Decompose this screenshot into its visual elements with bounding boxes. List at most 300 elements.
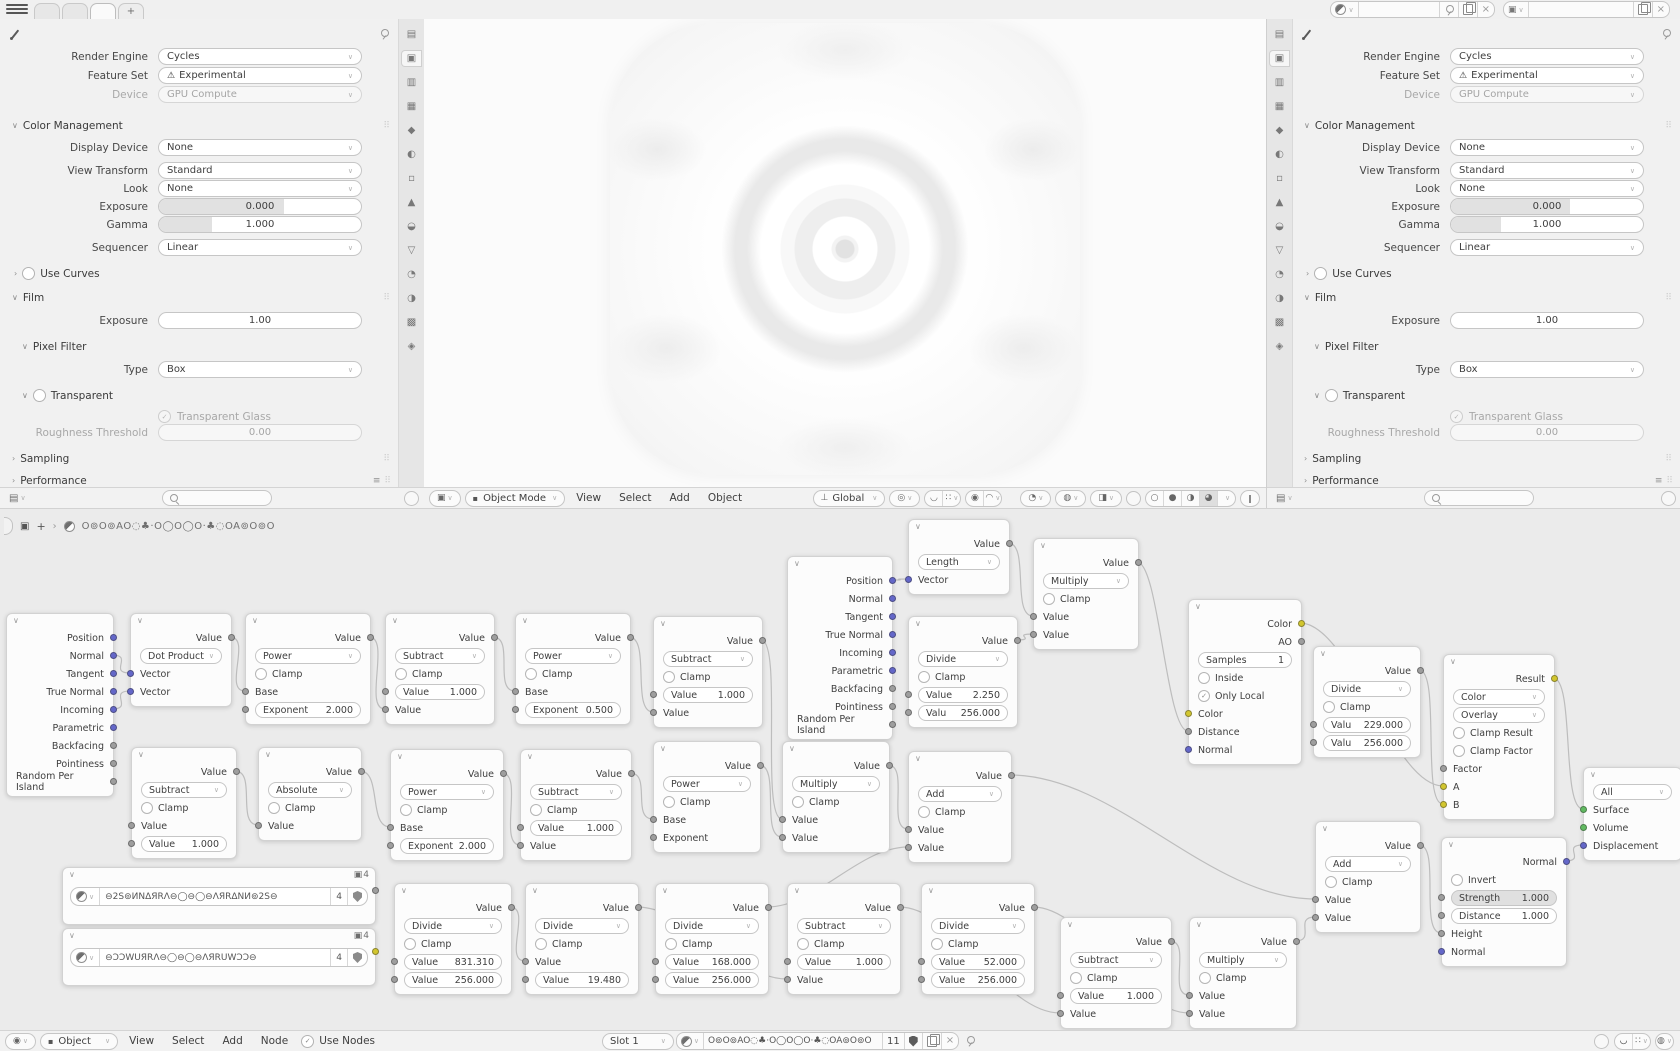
operation-dropdown[interactable]: Add ∨	[1325, 856, 1411, 872]
operation-dropdown[interactable]: Subtract ∨	[395, 648, 485, 664]
menu-view[interactable]: View	[129, 1035, 155, 1047]
image-datablock[interactable]	[70, 887, 368, 906]
properties-tab-icon-2[interactable]: ▥	[1274, 77, 1285, 88]
properties-tab-icon-8[interactable]: ◒	[407, 221, 416, 232]
checkbox-clamp[interactable]	[1043, 593, 1055, 605]
operation-dropdown[interactable]: Divide ∨	[931, 918, 1025, 934]
input-socket[interactable]	[779, 816, 786, 823]
workspace-tab[interactable]	[90, 3, 116, 19]
value-field[interactable]: Strength 1.000	[1451, 890, 1557, 906]
output-socket[interactable]	[1298, 620, 1305, 627]
input-socket[interactable]	[242, 688, 249, 695]
collapse-icon[interactable]: ∨	[138, 750, 144, 759]
snap-group[interactable]	[924, 490, 961, 507]
node-math-divide-19[interactable]	[525, 883, 639, 995]
shading-mode-3[interactable]: ◕	[1200, 491, 1218, 506]
shading-options-icon[interactable]: ∨	[1224, 494, 1231, 502]
input-socket[interactable]	[522, 976, 529, 983]
presets-icon[interactable]: ≡	[1654, 475, 1663, 486]
menu-node[interactable]: Node	[260, 1035, 289, 1047]
checkbox-clamp[interactable]	[663, 796, 675, 808]
input-socket[interactable]	[1438, 894, 1445, 901]
properties-tab-icon-7[interactable]: ▲	[407, 197, 416, 208]
viewlayer-selector[interactable]	[1503, 1, 1670, 18]
output-socket[interactable]	[110, 670, 117, 677]
properties-tab-icon-4[interactable]: ◆	[1275, 125, 1284, 136]
operation-dropdown[interactable]: Multiply ∨	[1199, 952, 1287, 968]
checkbox[interactable]	[1314, 267, 1327, 280]
shading-mode-group[interactable]	[1145, 490, 1236, 507]
menu-select[interactable]: Select	[172, 1035, 205, 1047]
fake-user-shield-icon[interactable]	[905, 1033, 923, 1049]
input-socket[interactable]	[391, 976, 398, 983]
node-geometry-2[interactable]	[787, 556, 893, 740]
close-icon[interactable]: ×	[1481, 3, 1490, 15]
user-count[interactable]: 11	[883, 1033, 905, 1049]
panel-header[interactable]: Sampling	[1312, 452, 1362, 465]
image-browse-icon[interactable]: ∨	[71, 949, 100, 966]
node-math-multiply-1[interactable]	[782, 741, 890, 853]
shader-node-editor[interactable]	[0, 508, 1680, 1031]
slider-exposure[interactable]: 0.000	[158, 198, 362, 215]
collapse-icon[interactable]: ∨	[265, 750, 271, 759]
checkbox-clamp[interactable]	[1070, 972, 1082, 984]
output-socket[interactable]	[897, 904, 904, 911]
properties-tab-icon-9[interactable]: ▽	[407, 245, 416, 256]
slider-roughness-threshold[interactable]: 0.00	[158, 424, 362, 441]
magnet-icon[interactable]: ◡	[925, 491, 943, 506]
input-socket[interactable]	[652, 976, 659, 983]
editor-type-icon[interactable]: ▤ ∨	[9, 492, 26, 504]
collapse-icon[interactable]: ∨	[397, 752, 403, 761]
operation-dropdown[interactable]: Dot Product ∨	[140, 648, 222, 664]
subsection-header[interactable]: Pixel Filter	[1324, 340, 1379, 353]
input-socket[interactable]	[1186, 1010, 1193, 1017]
pin-icon[interactable]	[379, 28, 389, 40]
input-socket[interactable]	[1580, 824, 1587, 831]
pause-button[interactable]: ‖	[1240, 490, 1260, 507]
properties-tab-icon-5[interactable]: ◐	[1275, 149, 1284, 160]
properties-tab-icon-12[interactable]: ▩	[1274, 317, 1285, 328]
value-field[interactable]: Valu 256.000	[918, 705, 1008, 721]
operation-dropdown[interactable]: Subtract ∨	[663, 651, 753, 667]
slider-gamma[interactable]: 1.000	[158, 216, 362, 233]
checkbox-clamp[interactable]	[1199, 972, 1211, 984]
material-name[interactable]: O⊚O⊚AO◌♣·O◯O◯O·♣◌OA⊚O⊚O	[704, 1033, 883, 1049]
collapse-icon[interactable]: ∨	[1067, 920, 1073, 929]
input-socket[interactable]	[1185, 710, 1192, 717]
material-datablock[interactable]	[676, 1032, 959, 1050]
dropdown-render-engine[interactable]: Cycles ∨	[158, 48, 362, 65]
input-socket[interactable]	[1030, 613, 1037, 620]
node-vector-math-length[interactable]	[908, 519, 1010, 595]
input-socket[interactable]	[128, 822, 135, 829]
properties-tab-icon-13[interactable]: ◈	[1275, 341, 1284, 352]
proportional-edit-group[interactable]	[965, 490, 1002, 507]
properties-tab-icon-4[interactable]: ◆	[407, 125, 416, 136]
node-math-divide-168[interactable]	[655, 883, 769, 995]
output-socket[interactable]	[500, 770, 507, 777]
node-math-divide-831[interactable]	[394, 883, 512, 995]
input-socket[interactable]	[1580, 806, 1587, 813]
value-field[interactable]: Samples 1	[1198, 652, 1292, 668]
input-socket[interactable]	[391, 958, 398, 965]
properties-tab-icon-11[interactable]: ◑	[407, 293, 416, 304]
collapse-icon[interactable]: ∨	[522, 616, 528, 625]
node-math-absolute[interactable]	[258, 747, 362, 841]
input-socket[interactable]	[779, 834, 786, 841]
copy-icon[interactable]	[1634, 2, 1653, 17]
node-math-subtract-2[interactable]	[385, 613, 495, 725]
checkbox-clamp-factor[interactable]	[1453, 745, 1465, 757]
orientation-dropdown[interactable]: ⊥ Global ∨	[813, 490, 886, 507]
dropdown-render-engine[interactable]: Cycles ∨	[1450, 48, 1644, 65]
operation-dropdown[interactable]: Length ∨	[918, 554, 1000, 570]
search-input[interactable]	[1424, 490, 1534, 506]
input-socket[interactable]	[650, 816, 657, 823]
overlays-icon[interactable]: ◍ ∨	[1657, 1036, 1672, 1046]
panel-header[interactable]: Performance	[1312, 474, 1379, 487]
operation-dropdown[interactable]: Overlay ∨	[1453, 707, 1545, 723]
output-socket[interactable]	[889, 595, 896, 602]
collapse-icon[interactable]: ∨	[532, 886, 538, 895]
input-socket[interactable]	[1310, 739, 1317, 746]
node-math-multiply-3[interactable]	[1189, 917, 1297, 1029]
checkbox-clamp[interactable]	[268, 802, 280, 814]
pin-icon[interactable]	[965, 1035, 975, 1047]
value-field[interactable]: Value 2.250	[918, 687, 1008, 703]
value-field[interactable]: Valu 229.000	[1323, 717, 1411, 733]
input-socket[interactable]	[1030, 631, 1037, 638]
output-socket[interactable]	[889, 649, 896, 656]
value-field[interactable]: Value 256.000	[404, 972, 502, 988]
output-socket[interactable]	[889, 631, 896, 638]
output-socket[interactable]	[889, 721, 896, 728]
user-count[interactable]: 4	[331, 888, 348, 905]
input-socket[interactable]	[517, 824, 524, 831]
output-socket[interactable]	[765, 904, 772, 911]
input-socket[interactable]	[1580, 842, 1587, 849]
node-math-power-4[interactable]	[653, 741, 761, 853]
input-socket[interactable]	[905, 709, 912, 716]
operation-dropdown[interactable]: Power ∨	[663, 776, 751, 792]
properties-tab-icon-9[interactable]: ▽	[1275, 245, 1284, 256]
dropdown-device[interactable]: GPU Compute ∨	[1450, 86, 1644, 103]
input-socket[interactable]	[1057, 1010, 1064, 1017]
checkbox-clamp[interactable]	[535, 938, 547, 950]
output-socket[interactable]	[110, 742, 117, 749]
output-socket[interactable]	[110, 706, 117, 713]
pin-icon[interactable]	[1661, 28, 1671, 40]
input-socket[interactable]	[387, 824, 394, 831]
node-math-subtract-4[interactable]	[653, 616, 763, 728]
input-socket[interactable]	[1057, 992, 1064, 999]
collapse-icon[interactable]: ∨	[1040, 541, 1046, 550]
dropdown-type[interactable]: Box ∨	[1450, 361, 1644, 378]
subsection-header[interactable]: Transparent	[1342, 389, 1406, 402]
options-button[interactable]	[404, 491, 419, 506]
image-browse-icon[interactable]: ∨	[71, 888, 100, 905]
node-math-add-1[interactable]	[908, 751, 1012, 863]
shading-sphere[interactable]	[1126, 491, 1141, 506]
panel-header[interactable]: Sampling	[20, 452, 70, 465]
input-socket[interactable]	[1440, 801, 1447, 808]
menu-select[interactable]: Select	[619, 492, 652, 504]
output-socket[interactable]	[1135, 559, 1142, 566]
node-math-add-2[interactable]	[1315, 821, 1421, 933]
checkbox-clamp[interactable]	[404, 938, 416, 950]
shading-mode-1[interactable]: ●	[1164, 491, 1182, 506]
checkbox-clamp[interactable]	[931, 938, 943, 950]
checkbox-clamp[interactable]	[918, 671, 930, 683]
collapse-icon[interactable]: ∨	[392, 616, 398, 625]
output-socket[interactable]	[759, 637, 766, 644]
dropdown-look[interactable]: None ∨	[1450, 180, 1644, 197]
value-field[interactable]: Value 1.000	[530, 820, 622, 836]
slider-exposure[interactable]: 1.00	[158, 312, 362, 329]
input-socket[interactable]	[1438, 930, 1445, 937]
output-socket[interactable]	[1417, 667, 1424, 674]
pivot-dropdown[interactable]: ◎ ∨	[889, 490, 920, 507]
overlays-dropdown[interactable]: ◍ ∨	[1055, 490, 1086, 507]
operation-dropdown[interactable]: Divide ∨	[918, 651, 1008, 667]
output-socket[interactable]	[367, 634, 374, 641]
collapse-icon[interactable]: ∨	[915, 619, 921, 628]
input-socket[interactable]	[1185, 728, 1192, 735]
node-math-subtract-5[interactable]	[787, 883, 901, 995]
collapse-icon[interactable]: ∨	[1450, 657, 1456, 666]
node-vector-math-dot-product[interactable]	[130, 613, 232, 707]
collapse-icon[interactable]: ∨	[137, 616, 143, 625]
node-bump[interactable]	[1441, 837, 1567, 967]
panel-header[interactable]: Performance	[20, 474, 87, 487]
properties-tab-icon-5[interactable]: ◐	[407, 149, 416, 160]
input-socket[interactable]	[382, 706, 389, 713]
snap-to-icon[interactable]: ∷ ∨	[1635, 1036, 1648, 1046]
snap-to-icon[interactable]: ∷ ∨	[945, 493, 959, 503]
checkbox-clamp-result[interactable]	[1453, 727, 1465, 739]
value-field[interactable]: Value 1.000	[141, 836, 227, 852]
dropdown-view-transform[interactable]: Standard ∨	[1450, 162, 1644, 179]
dropdown-view-transform[interactable]: Standard ∨	[158, 162, 362, 179]
input-socket[interactable]	[918, 976, 925, 983]
input-socket[interactable]	[522, 958, 529, 965]
checkbox-only-local[interactable]: ✓	[1198, 690, 1210, 702]
value-field[interactable]: Value 1.000	[395, 684, 485, 700]
shader-type-dropdown[interactable]: ▪ Object ∨	[40, 1033, 118, 1050]
value-field[interactable]: Value 256.000	[665, 972, 759, 988]
options-button[interactable]	[1594, 1034, 1609, 1049]
output-socket[interactable]	[889, 685, 896, 692]
collapse-icon[interactable]: ∨	[1320, 649, 1326, 658]
checkbox-clamp[interactable]	[525, 668, 537, 680]
slider-exposure[interactable]: 0.000	[1450, 198, 1644, 215]
input-socket[interactable]	[905, 826, 912, 833]
input-socket[interactable]	[512, 706, 519, 713]
properties-tab-icon-3[interactable]: ▦	[406, 101, 417, 112]
editor-type-dropdown[interactable]: ▣ ∨	[429, 490, 461, 507]
operation-dropdown[interactable]: Add ∨	[918, 786, 1002, 802]
collapse-icon[interactable]: ∨	[252, 616, 258, 625]
menu-object[interactable]: Object	[707, 492, 743, 504]
value-field[interactable]: Value 1.000	[663, 687, 753, 703]
node-math-subtract-6[interactable]	[1060, 917, 1172, 1029]
collapse-icon[interactable]: ∨	[69, 931, 75, 940]
section-header[interactable]: Color Management	[22, 119, 123, 132]
operation-dropdown[interactable]: Subtract ∨	[141, 782, 227, 798]
node-math-power-1[interactable]	[245, 613, 371, 725]
operation-dropdown[interactable]: Subtract ∨	[1070, 952, 1162, 968]
shading-mode-2[interactable]: ◑	[1182, 491, 1200, 506]
output-socket[interactable]	[627, 634, 634, 641]
collapse-icon[interactable]: ∨	[69, 870, 75, 879]
output-socket[interactable]	[635, 904, 642, 911]
collapse-icon[interactable]: ∨	[789, 744, 795, 753]
collapse-icon[interactable]: ∨	[915, 754, 921, 763]
collapse-icon[interactable]: ∨	[660, 619, 666, 628]
checkbox-clamp[interactable]	[530, 804, 542, 816]
scene-selector[interactable]	[1330, 1, 1495, 18]
operation-dropdown[interactable]: Divide ∨	[665, 918, 759, 934]
properties-tab-icon-6[interactable]: ▫	[408, 173, 415, 184]
collapse-icon[interactable]: ∨	[13, 616, 19, 625]
input-socket[interactable]	[905, 576, 912, 583]
dropdown-type[interactable]: Box ∨	[158, 361, 362, 378]
checkbox-clamp[interactable]	[797, 938, 809, 950]
input-socket[interactable]	[784, 958, 791, 965]
input-socket[interactable]	[128, 840, 135, 847]
close-icon[interactable]: ×	[945, 1035, 955, 1046]
menu-add[interactable]: Add	[222, 1035, 243, 1047]
operation-dropdown[interactable]: Power ∨	[400, 784, 494, 800]
input-socket[interactable]	[517, 842, 524, 849]
collapse-icon[interactable]: ∨	[1322, 824, 1328, 833]
section-header[interactable]: Color Management	[1314, 119, 1415, 132]
input-socket[interactable]	[1438, 912, 1445, 919]
value-field[interactable]: Value 52.000	[931, 954, 1025, 970]
input-socket[interactable]	[1186, 992, 1193, 999]
operation-dropdown[interactable]: Divide ∨	[404, 918, 502, 934]
checkbox-invert[interactable]	[1451, 874, 1463, 886]
output-socket[interactable]	[1298, 638, 1305, 645]
operation-dropdown[interactable]: Power ∨	[525, 648, 621, 664]
proportional-icon[interactable]: ◉	[966, 491, 984, 506]
value-field[interactable]: Value 256.000	[931, 972, 1025, 988]
scene-name-field[interactable]	[1359, 2, 1440, 17]
dropdown-device[interactable]: GPU Compute ∨	[158, 86, 362, 103]
input-socket[interactable]	[242, 706, 249, 713]
checkbox[interactable]	[33, 389, 46, 402]
shading-mode-0[interactable]: ○	[1146, 491, 1164, 506]
input-socket[interactable]	[650, 834, 657, 841]
magnet-icon[interactable]: ◡	[1615, 1034, 1633, 1049]
copy-icon[interactable]	[923, 1033, 942, 1049]
properties-tab-icon-12[interactable]: ▩	[406, 317, 417, 328]
output-socket[interactable]	[491, 634, 498, 641]
checkbox-clamp[interactable]	[255, 668, 267, 680]
collapse-icon[interactable]: ∨	[794, 886, 800, 895]
slider-gamma[interactable]: 1.000	[1450, 216, 1644, 233]
output-socket[interactable]	[358, 768, 365, 775]
value-field[interactable]: Value 1.000	[797, 954, 891, 970]
dropdown-feature-set[interactable]: ⚠ Experimental ∨	[158, 67, 362, 84]
input-socket[interactable]	[650, 691, 657, 698]
output-socket[interactable]	[1563, 858, 1570, 865]
operation-dropdown[interactable]: Multiply ∨	[792, 776, 880, 792]
presets-icon[interactable]: ≡	[372, 475, 381, 486]
output-socket[interactable]	[1006, 540, 1013, 547]
checkbox-clamp[interactable]	[918, 806, 930, 818]
workspace-tab[interactable]	[62, 3, 88, 19]
panel-header[interactable]: Use Curves	[1332, 267, 1392, 280]
node-math-power-2[interactable]	[515, 613, 631, 725]
output-socket[interactable]	[372, 948, 379, 955]
input-socket[interactable]	[512, 688, 519, 695]
editor-type-icon[interactable]: ▤ ∨	[1276, 492, 1293, 504]
node-geometry-1[interactable]	[6, 613, 114, 797]
collapse-icon[interactable]: ∨	[915, 522, 921, 531]
workspace-tab[interactable]	[34, 3, 60, 19]
node-math-subtract-3[interactable]	[520, 749, 632, 861]
checkbox-clamp[interactable]	[400, 804, 412, 816]
input-socket[interactable]	[1312, 914, 1319, 921]
value-field[interactable]: Exponent 2.000	[400, 838, 494, 854]
checkbox-clamp[interactable]	[665, 938, 677, 950]
input-socket[interactable]	[905, 844, 912, 851]
value-field[interactable]: Value 19.480	[535, 972, 629, 988]
properties-tab-icon-2[interactable]: ▥	[406, 77, 417, 88]
output-socket[interactable]	[233, 768, 240, 775]
output-socket[interactable]	[628, 770, 635, 777]
input-socket[interactable]	[255, 822, 262, 829]
node-math-power-3[interactable]	[390, 749, 504, 861]
use-nodes-checkbox[interactable]: ✓ Use Nodes	[301, 1035, 375, 1048]
menu-add[interactable]: Add	[669, 492, 690, 504]
menu-view[interactable]: View	[576, 492, 602, 504]
copy-icon[interactable]	[1459, 2, 1478, 17]
dropdown-sequencer[interactable]: Linear ∨	[158, 239, 362, 256]
section-header[interactable]: Film	[1314, 291, 1337, 304]
value-field[interactable]: Value 831.310	[404, 954, 502, 970]
checkbox-transparent-glass[interactable]: ✓	[158, 410, 171, 423]
node-mix-color[interactable]	[1443, 654, 1555, 820]
image-datablock[interactable]	[70, 948, 368, 967]
operation-dropdown[interactable]: Power ∨	[255, 648, 361, 664]
output-socket[interactable]	[110, 778, 117, 785]
checkbox-transparent-glass[interactable]: ✓	[1450, 410, 1463, 423]
node-math-divide-2[interactable]	[1313, 646, 1421, 758]
dropdown-feature-set[interactable]: ⚠ Experimental ∨	[1450, 67, 1644, 84]
xray-toggle[interactable]: ◨ ∨	[1090, 490, 1122, 507]
output-socket[interactable]	[110, 634, 117, 641]
input-socket[interactable]	[382, 688, 389, 695]
collapse-icon[interactable]: ∨	[401, 886, 407, 895]
output-socket[interactable]	[110, 652, 117, 659]
user-count[interactable]: 4	[331, 949, 348, 966]
properties-tab-icon-6[interactable]: ▫	[1276, 173, 1283, 184]
node-image-texture-1[interactable]	[62, 867, 376, 925]
output-socket[interactable]	[508, 904, 515, 911]
output-socket[interactable]	[889, 577, 896, 584]
properties-tab-icon-10[interactable]: ◔	[407, 269, 416, 280]
snap-group[interactable]	[1614, 1033, 1651, 1050]
value-field[interactable]: Exponent 0.500	[525, 702, 621, 718]
material-browse-icon[interactable]: ∨	[677, 1033, 704, 1049]
image-name[interactable]: ⊖2S⊚ИNΔЯRΛ⊖◯⊖◯⊖ΛЯRΔNИ⊚2S⊖	[100, 888, 331, 905]
options-button[interactable]	[1661, 491, 1676, 506]
scene-icon[interactable]: ∨	[1331, 2, 1358, 17]
output-socket[interactable]	[889, 667, 896, 674]
